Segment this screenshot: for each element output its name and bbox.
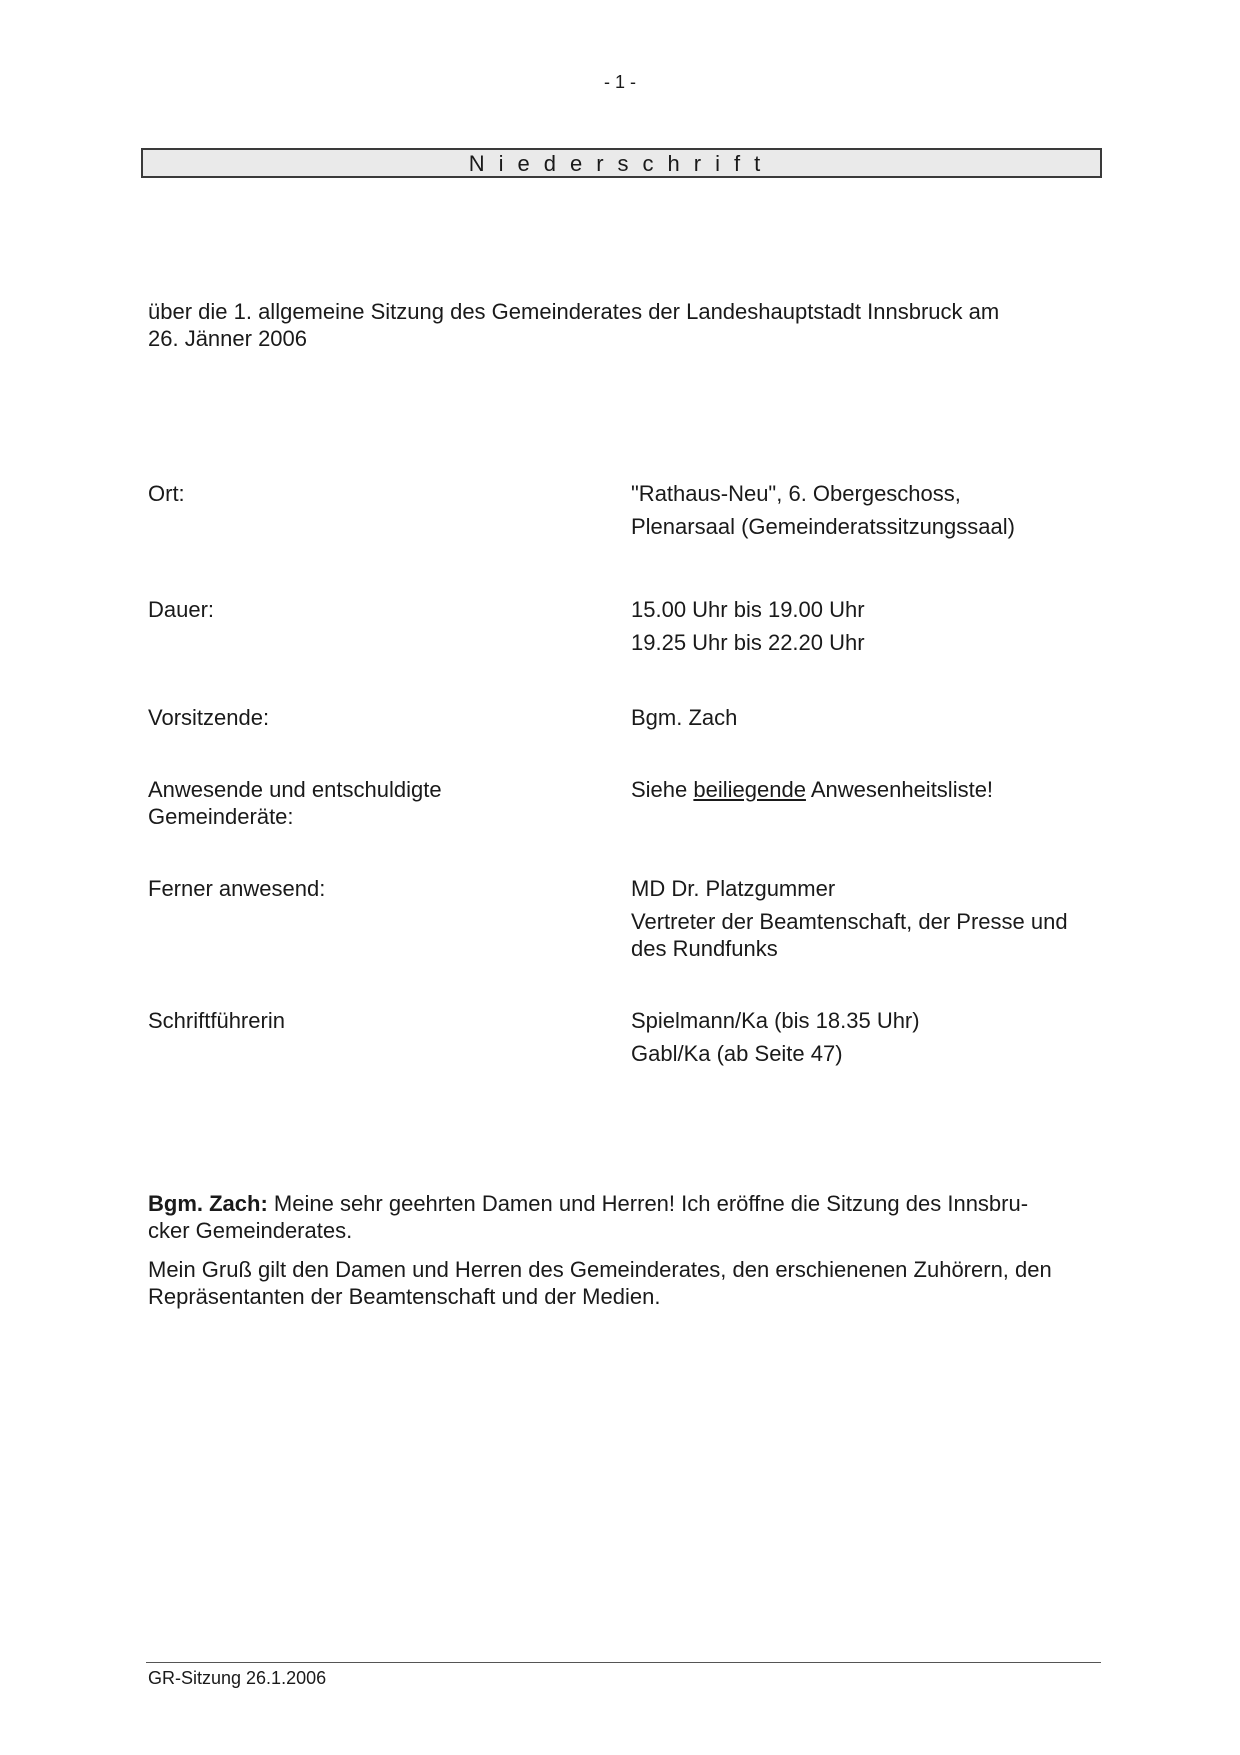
- document-title-box: [141, 148, 1102, 178]
- info-value-ferner-2-line-1: Vertreter der Beamtenschaft, der Presse und: [631, 909, 1068, 934]
- info-value-anwesende: [631, 776, 1108, 803]
- document-title: Niederschrift: [468, 151, 775, 176]
- anwesende-underlined: beiliegende: [693, 777, 806, 802]
- info-label-schriftfuehrerin: Schriftführerin: [148, 1008, 285, 1033]
- info-label-anwesende: [148, 776, 568, 830]
- info-label-ferner: Ferner anwesend:: [148, 876, 326, 901]
- info-value-schriftfuehrerin-2: Gabl/Ka (ab Seite 47): [631, 1041, 843, 1066]
- intro-line-2: 26. Jänner 2006: [148, 326, 308, 351]
- speech-section: [148, 1190, 1108, 1322]
- info-value-vorsitzende: Bgm. Zach: [631, 705, 738, 730]
- info-value-ort-2: Plenarsaal (Gemeinderatssitzungssaal): [631, 514, 1015, 539]
- intro-line-1: über die 1. allgemeine Sitzung des Gemeinderates der Landeshauptstadt Innsbruck am: [148, 299, 1000, 324]
- speaker-name: Bgm. Zach:: [148, 1191, 268, 1216]
- speech-p1-line-2: cker Gemeinderates.: [148, 1218, 353, 1243]
- anwesende-prefix: Siehe: [631, 777, 694, 802]
- info-value-dauer-1: 15.00 Uhr bis 19.00 Uhr: [631, 597, 865, 622]
- info-label-anwesende-line-2: Gemeinderäte:: [148, 804, 294, 829]
- info-label-vorsitzende: Vorsitzende:: [148, 705, 270, 730]
- info-values-anwesende: [631, 776, 1108, 809]
- info-label-ort: Ort:: [148, 481, 185, 506]
- info-values-ort: [631, 480, 1108, 546]
- speech-p1-line-1: Meine sehr geehrten Damen und Herren! Ich eröffne die Sitzung des Innsbru-: [267, 1191, 1029, 1216]
- info-label-anwesende-line-1: Anwesende und entschuldigte: [148, 777, 442, 802]
- info-value-ferner-1: MD Dr. Platzgummer: [631, 876, 836, 901]
- info-value-ferner-2-line-2: des Rundfunks: [631, 936, 778, 961]
- speech-paragraph-2: [148, 1256, 1108, 1310]
- speech-paragraph-1: [148, 1190, 1108, 1244]
- intro-paragraph: [148, 298, 1108, 352]
- footer-text: GR-Sitzung 26.1.2006: [148, 1668, 327, 1688]
- info-values-schriftfuehrerin: [631, 1007, 1108, 1073]
- page-number: - 1 -: [603, 72, 636, 92]
- anwesende-suffix: Anwesenheitsliste!: [805, 777, 994, 802]
- info-values-dauer: [631, 596, 1108, 662]
- info-label-dauer: Dauer:: [148, 597, 215, 622]
- footer-divider: [146, 1662, 1101, 1663]
- info-value-ort-1: "Rathaus-Neu", 6. Obergeschoss,: [631, 481, 961, 506]
- info-value-dauer-2: 19.25 Uhr bis 22.20 Uhr: [631, 630, 865, 655]
- info-value-schriftfuehrerin-1: Spielmann/Ka (bis 18.35 Uhr): [631, 1008, 920, 1033]
- info-values-vorsitzende: [631, 704, 1108, 737]
- info-values-ferner: [631, 875, 1108, 968]
- speech-p2-line-2: Repräsentanten der Beamtenschaft und der Medien.: [148, 1284, 661, 1309]
- speech-p2-line-1: Mein Gruß gilt den Damen und Herren des Gemeinderates, den erschienenen Zuhörern, den: [148, 1257, 1052, 1282]
